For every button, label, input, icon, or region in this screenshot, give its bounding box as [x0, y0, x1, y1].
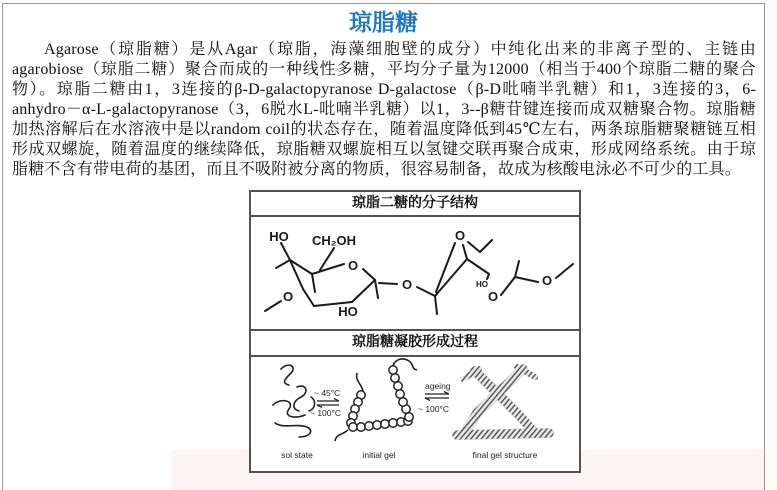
page-title: 琼脂糖	[349, 10, 418, 35]
label-ho-right: HO	[476, 280, 488, 289]
equilibrium-arrows-icon	[317, 399, 339, 408]
bond-lines	[265, 240, 573, 314]
label-methoxy-o-right: O	[541, 273, 553, 288]
equilibrium-arrows-icon	[425, 392, 449, 401]
label-ring-o-right: O	[487, 289, 499, 304]
label-glycosidic-o: O	[401, 277, 413, 292]
transition-1-bottom-label: ~ 100°C	[310, 408, 342, 418]
sol-state-coils	[273, 365, 315, 437]
molecular-structure-panel	[251, 217, 579, 331]
molecular-structure-drawing	[251, 217, 579, 329]
page	[2, 3, 765, 490]
figure-structure-title: 琼脂二糖的分子结构	[251, 192, 579, 217]
stage-labels	[281, 450, 537, 460]
stage-label-initial-gel: initial gel	[362, 450, 396, 460]
label-methoxy-o-left: O	[282, 289, 294, 304]
stage-label-final-gel: final gel structure	[472, 450, 538, 460]
stage-label-sol-state: sol state	[281, 450, 313, 460]
transition-1-top-label: ~ 45°C	[314, 388, 341, 398]
gel-process-panel	[251, 357, 579, 471]
transition-2-top-label: ageing	[425, 381, 451, 391]
gel-process-drawing	[251, 357, 579, 471]
label-ho-bottom: HO	[338, 304, 358, 319]
body-paragraph: Agarose（琼脂糖）是从Agar（琼脂，海藻细胞壁的成分）中纯化出来的非离子型的、主链由agarobiose（琼脂二糖）聚合而成的一种线性多糖，平均分子量为12000（相当于400个琼脂二糖的聚合物）。琼脂二糖由1，3连接的β-D-galactopyranose D-galactose（β-D吡喃半乳糖）和1，3连接的3，6-anhydro－α-L-galactopyranose（3，6脱水L-吡喃半乳糖）以1，3--β糖苷键连接而成双糖聚合物。琼脂糖加热溶解后在水溶液中是以random coil的状态存在，随着温度降低到45℃左右，两条琼脂糖聚糖链互相形成双螺旋，随着温度的继续降低，琼脂糖双螺旋相互以氢键交联再聚合成束，形成网络系统。由于琼脂糖不含有带电荷的基团，而且不吸附被分离的物质，很容易制备，故成为核酸电泳必不可少的工具。	[12, 41, 756, 178]
label-ring-o-left: O	[347, 258, 359, 273]
transition-2	[418, 381, 451, 414]
label-ch2oh: CH₂OH	[311, 233, 357, 248]
initial-gel-chains	[335, 359, 417, 441]
figure-panel	[249, 190, 581, 473]
label-bridge-o: O	[454, 228, 466, 243]
figure-process-title: 琼脂糖凝胶形成过程	[251, 331, 579, 357]
final-gel-bundles	[457, 367, 549, 435]
transition-2-bottom-label: ~ 100°C	[418, 404, 450, 414]
label-ho-top: HO	[269, 229, 289, 244]
